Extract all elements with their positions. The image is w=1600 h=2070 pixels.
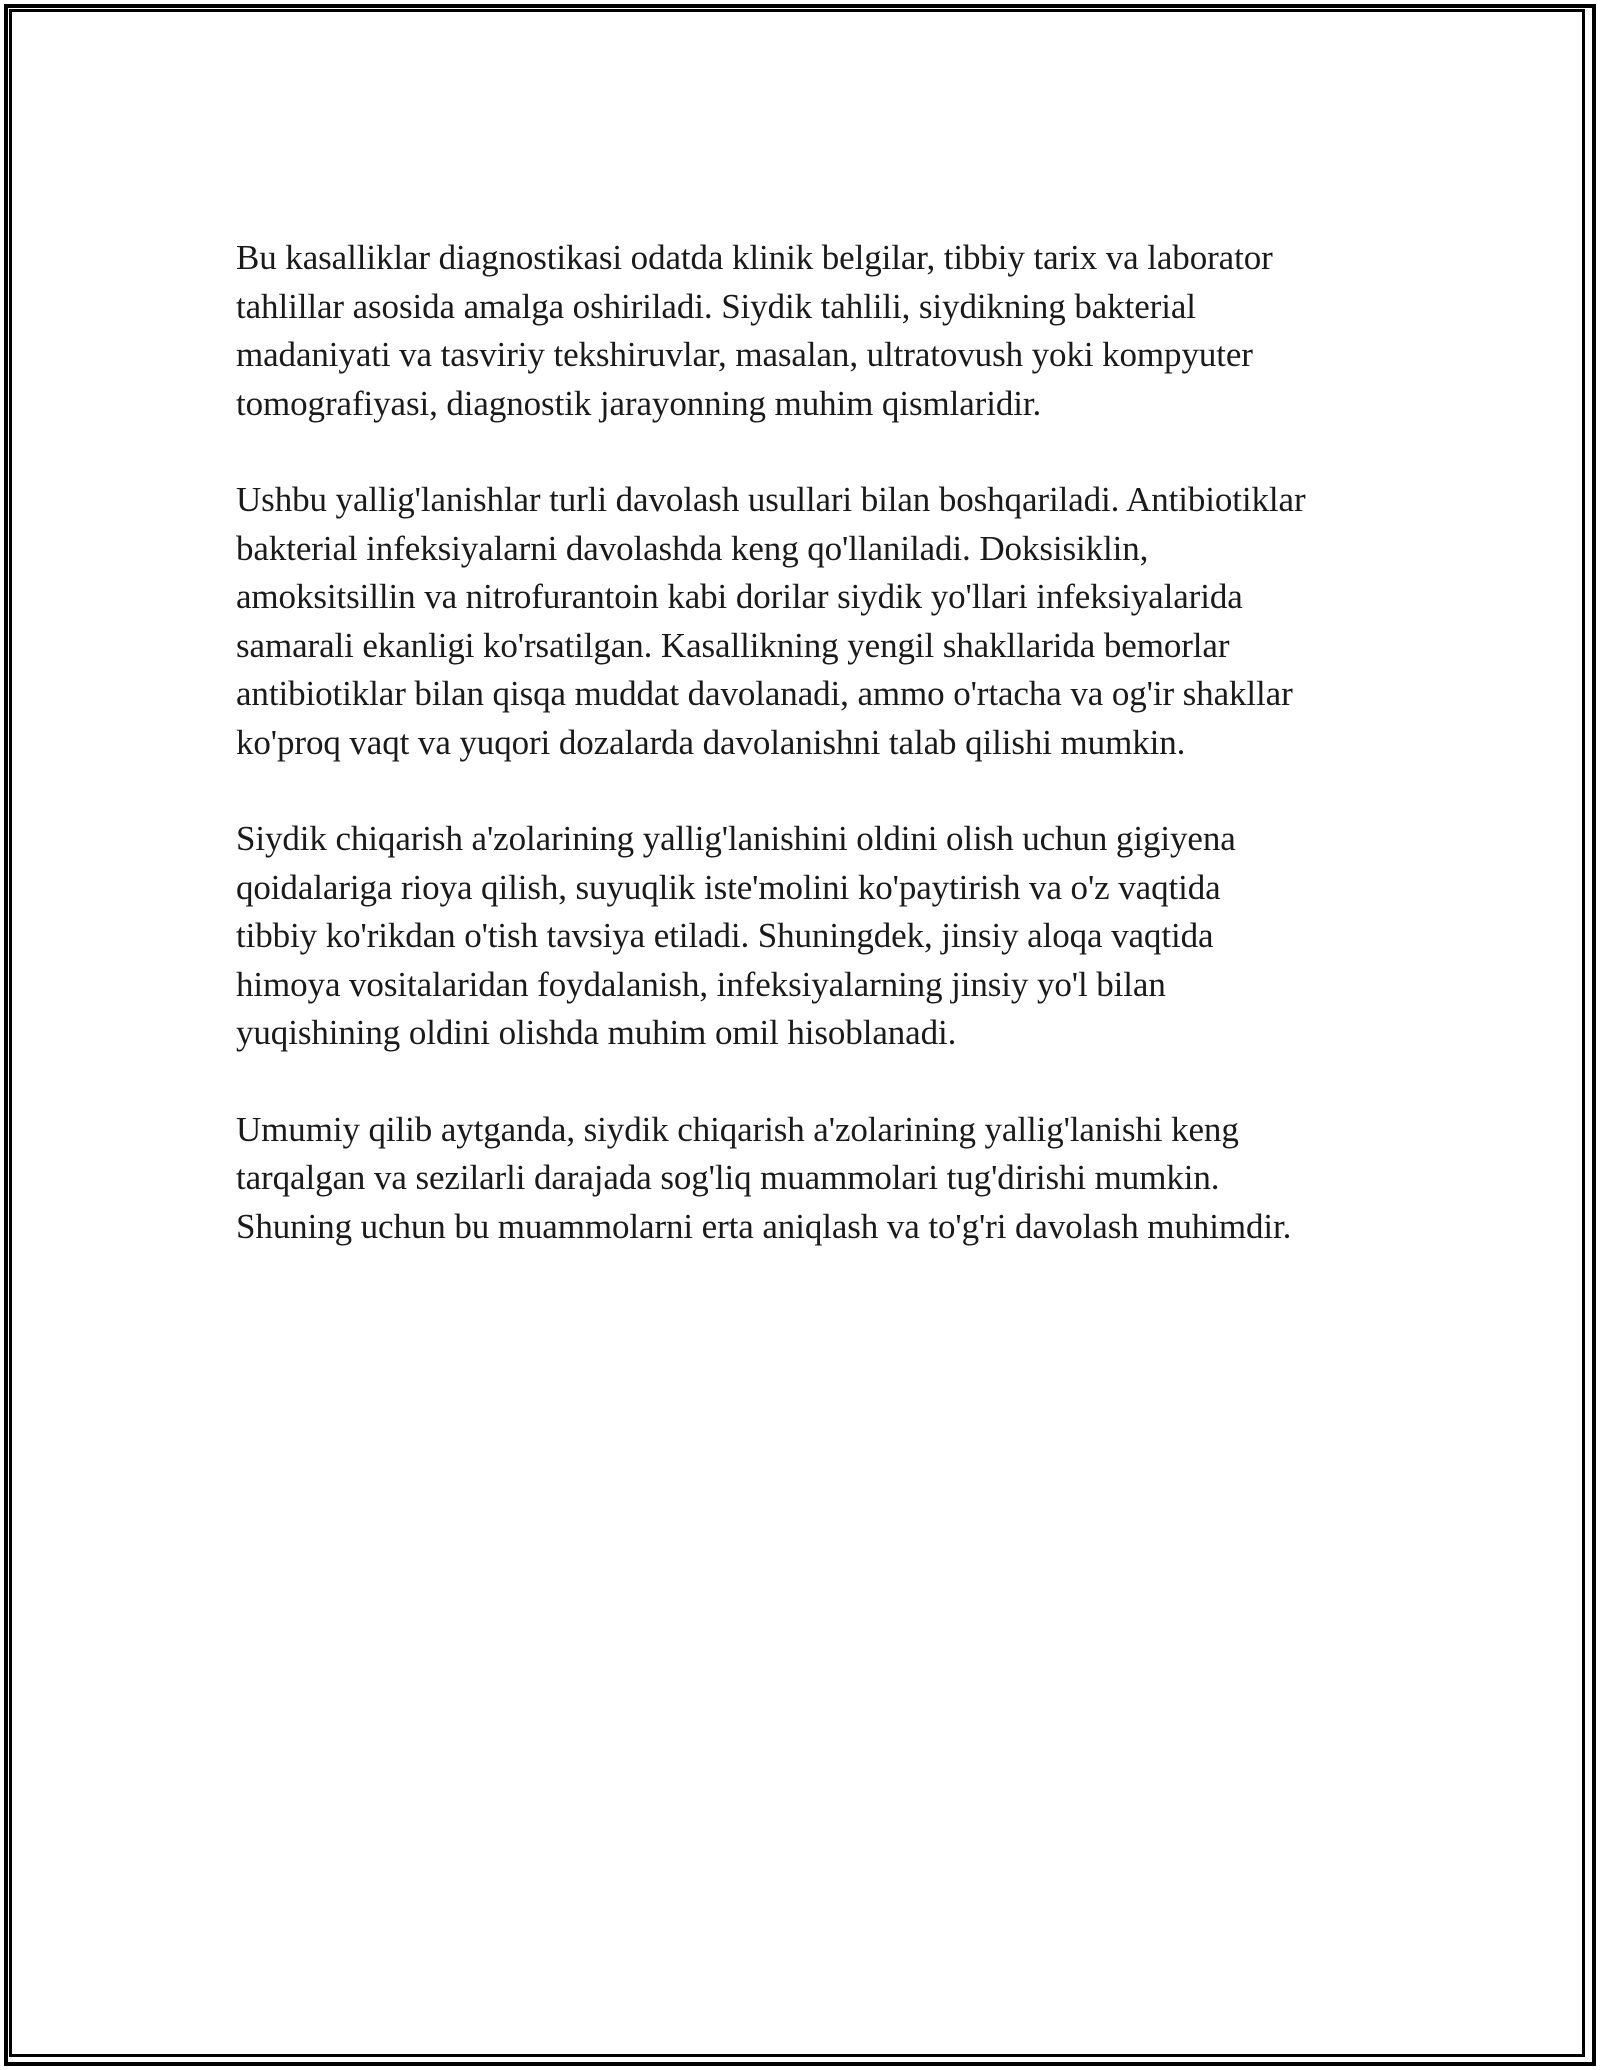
text-line: tahlillar asosida amalga oshiriladi. Siydik tahlili, siydikning bakterial	[236, 286, 1196, 326]
text-line: himoya vositalaridan foydalanish, infeksiyalarning jinsiy yo'l bilan	[236, 964, 1166, 1004]
text-line: Umumiy qilib aytganda, siydik chiqarish a'zolarining yallig'lanishi keng	[236, 1109, 1239, 1149]
text-line: qoidalariga rioya qilish, suyuqlik iste'molini ko'paytirish va o'z vaqtida	[236, 867, 1221, 907]
text-line: tarqalgan va sezilarli darajada sog'liq muammolari tug'dirishi mumkin.	[236, 1158, 1220, 1197]
text-line: Bu kasalliklar diagnostikasi odatda klinik belgilar, tibbiy tarix va laborator	[236, 238, 1273, 277]
text-line: samarali ekanligi ko'rsatilgan. Kasallikning yengil shakllarida bemorlar	[236, 625, 1230, 665]
text-line: Shuning uchun bu muammolarni erta aniqlash va to'g'ri davolash muhimdir.	[236, 1206, 1292, 1246]
text-line: antibiotiklar bilan qisqa muddat davolanadi, ammo o'rtacha va og'ir shakllar	[236, 674, 1293, 713]
document-body	[236, 234, 1386, 1251]
text-line: tibbiy ko'rikdan o'tish tavsiya etiladi. Shuningdek, jinsiy aloqa vaqtida	[236, 916, 1214, 955]
paragraph-prevention	[236, 815, 1386, 1058]
paragraph-treatment	[236, 476, 1386, 767]
text-line: yuqishining oldini olishda muhim omil hisoblanadi.	[236, 1013, 957, 1052]
paragraph-diagnostics	[236, 234, 1386, 428]
text-line: ko'proq vaqt va yuqori dozalarda davolanishni talab qilishi mumkin.	[236, 722, 1186, 762]
text-line: tomografiyasi, diagnostik jarayonning muhim qismlaridir.	[236, 383, 1042, 423]
paragraph-conclusion	[236, 1106, 1386, 1252]
text-line: amoksitsillin va nitrofurantoin kabi dorilar siydik yo'llari infeksiyalarida	[236, 577, 1243, 616]
text-line: Siydik chiqarish a'zolarining yallig'lanishini oldini olish uchun gigiyena	[236, 819, 1236, 858]
text-line: bakterial infeksiyalarni davolashda keng qo'llaniladi. Doksisiklin,	[236, 528, 1149, 568]
text-line: Ushbu yallig'lanishlar turli davolash usullari bilan boshqariladi. Antibiotiklar	[236, 480, 1306, 519]
text-line: madaniyati va tasviriy tekshiruvlar, masalan, ultratovush yoki kompyuter	[236, 335, 1253, 374]
